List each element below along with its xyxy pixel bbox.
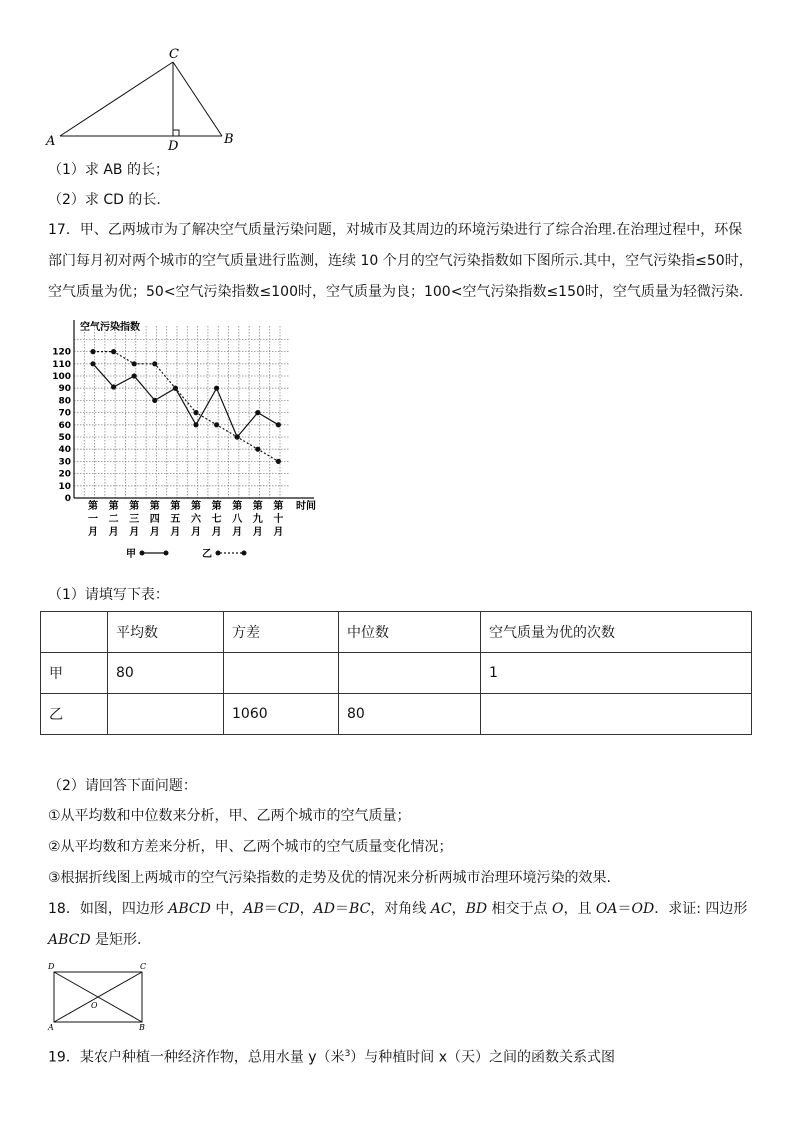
label-a: A bbox=[46, 134, 56, 149]
q17-stem: 17．甲、乙两城市为了解决空气质量污染问题，对城市及其周边的环境污染进行了综合治理.在治理过程中，环保部门每月初对两个城市的空气质量进行监测，连续 10 个月的空气污染指数如下图所示.其中，空气污染指≤50时，空气质量为优；50<空气污染指数≤100时，空气质量为良；100<空气污染指数≤150时，空气质量为轻微污染. bbox=[48, 222, 753, 300]
y-tick-label: 40 bbox=[58, 445, 71, 456]
x-tick-char: 六 bbox=[191, 514, 201, 525]
data-point-yi bbox=[152, 361, 157, 366]
q17-sub2: ②从平均数和方差来分析，甲、乙两个城市的空气质量变化情况； bbox=[48, 839, 453, 855]
text-run: ＝ bbox=[617, 901, 632, 917]
y-tick-label: 90 bbox=[58, 384, 71, 395]
y-tick-label: 10 bbox=[58, 481, 71, 492]
text-run: ．求证: 四边形 bbox=[654, 901, 748, 917]
data-point-jia bbox=[111, 384, 116, 389]
x-tick-label bbox=[191, 499, 202, 538]
q19-stem-sup: 3 bbox=[344, 1049, 351, 1059]
rectangle-figure bbox=[44, 960, 154, 1032]
side-cb bbox=[173, 62, 222, 136]
text-run: ＝ bbox=[263, 901, 278, 917]
y-tick-label: 50 bbox=[58, 433, 71, 443]
text-run: ，且 bbox=[563, 901, 596, 917]
table-cell: 1 bbox=[481, 653, 752, 694]
table-cell bbox=[339, 653, 481, 694]
q18-stem bbox=[48, 894, 754, 956]
x-tick-char: 二 bbox=[108, 514, 119, 525]
x-tick-char: 第 bbox=[170, 501, 181, 512]
data-point-yi bbox=[111, 349, 116, 354]
text-run: ， bbox=[299, 901, 314, 917]
data-point-jia bbox=[193, 422, 198, 427]
math-variable: O bbox=[551, 901, 564, 917]
table-header-mean: 平均数 bbox=[108, 612, 224, 653]
x-tick-char: 月 bbox=[149, 527, 160, 538]
x-tick-char: 九 bbox=[252, 514, 263, 525]
text-run: ， bbox=[451, 901, 466, 917]
q19-stem bbox=[48, 1044, 615, 1068]
q16-part1: （1）求 AB 的长； bbox=[48, 162, 169, 178]
table-cell bbox=[481, 694, 752, 735]
x-tick-char: 月 bbox=[129, 527, 140, 538]
x-tick-char: 月 bbox=[170, 527, 181, 538]
q16-part2: （2）求 CD 的长. bbox=[48, 192, 161, 208]
text-run: 相交于点 bbox=[487, 901, 552, 917]
legend-label-yi: 乙 bbox=[202, 549, 212, 560]
table-row bbox=[41, 694, 752, 735]
label-d: D bbox=[168, 139, 179, 154]
table-cell bbox=[224, 653, 339, 694]
triangle-figure bbox=[40, 44, 250, 154]
table-cell bbox=[41, 612, 108, 653]
text-run: 是矩形. bbox=[90, 932, 142, 948]
x-tick-label bbox=[150, 499, 160, 538]
text-run: 18．如图，四边形 bbox=[48, 901, 169, 917]
x-tick-char: 七 bbox=[211, 514, 222, 525]
x-tick-label bbox=[109, 499, 119, 538]
x-tick-label bbox=[273, 499, 283, 538]
x-tick-char: 四 bbox=[149, 514, 160, 525]
chart-xlabel: 时间 bbox=[296, 501, 316, 512]
x-tick-label bbox=[253, 499, 263, 538]
label-d: D bbox=[48, 962, 55, 971]
table-header-median: 中位数 bbox=[339, 612, 481, 653]
table-cell: 80 bbox=[108, 653, 224, 694]
math-variable: AD bbox=[313, 901, 336, 917]
data-point-yi bbox=[132, 361, 137, 366]
math-variable: BC bbox=[349, 901, 371, 917]
y-tick-label: 30 bbox=[58, 457, 71, 468]
x-tick-char: 月 bbox=[191, 527, 201, 538]
math-variable: OD bbox=[631, 901, 655, 917]
x-tick-char: 五 bbox=[170, 514, 181, 525]
q17-sub1: ①从平均数和中位数来分析，甲、乙两个城市的空气质量； bbox=[48, 808, 411, 824]
text-run: ，对角线 bbox=[370, 901, 431, 917]
table-header-variance: 方差 bbox=[224, 612, 339, 653]
y-tick-label: 120 bbox=[52, 347, 71, 358]
x-tick-char: 月 bbox=[108, 527, 119, 538]
x-tick-char: 十 bbox=[273, 514, 284, 525]
math-variable: CD bbox=[277, 901, 300, 917]
x-tick-label bbox=[232, 499, 243, 538]
x-tick-char: 第 bbox=[149, 501, 160, 512]
text-run: 中， bbox=[210, 901, 244, 917]
data-point-jia bbox=[90, 361, 95, 366]
q17-sub3: ③根据折线图上两城市的空气污染指数的走势及优的情况来分析两城市治理环境污染的效果. bbox=[48, 870, 611, 886]
q17-part2: （2）请回答下面问题： bbox=[48, 778, 197, 794]
right-angle-mark bbox=[173, 130, 179, 136]
x-tick-char: 第 bbox=[191, 501, 201, 512]
legend-marker-yi bbox=[216, 551, 221, 556]
x-tick-char: 第 bbox=[88, 501, 98, 512]
data-point-jia bbox=[214, 386, 219, 391]
label-c: C bbox=[140, 962, 147, 971]
legend-marker-yi bbox=[242, 551, 247, 556]
math-variable: AB bbox=[243, 901, 264, 917]
legend-label-jia: 甲 bbox=[126, 549, 136, 560]
label-o: O bbox=[91, 1001, 98, 1010]
label-a: A bbox=[48, 1023, 54, 1032]
table-cell: 1060 bbox=[224, 694, 339, 735]
x-tick-label bbox=[88, 499, 98, 538]
table-header-row bbox=[41, 612, 752, 653]
x-tick-char: 一 bbox=[88, 514, 98, 525]
legend-marker-jia bbox=[164, 551, 169, 556]
legend-marker-jia bbox=[140, 551, 145, 556]
data-point-yi bbox=[214, 422, 219, 427]
x-tick-char: 月 bbox=[232, 527, 243, 538]
math-variable: ABCD bbox=[48, 932, 91, 948]
x-tick-char: 月 bbox=[273, 527, 284, 538]
x-tick-label bbox=[129, 499, 139, 538]
q19-stem-pre: 19．某农户种植一种经济作物，总用水量 y（米 bbox=[48, 1049, 345, 1066]
x-tick-char: 第 bbox=[273, 501, 284, 512]
x-tick-char: 第 bbox=[232, 501, 243, 512]
x-tick-char: 月 bbox=[211, 527, 222, 538]
data-point-yi bbox=[193, 410, 198, 415]
table-header-excellent-count: 空气质量为优的次数 bbox=[481, 612, 752, 653]
data-point-yi bbox=[255, 447, 260, 452]
statistics-table bbox=[40, 611, 752, 735]
data-point-yi bbox=[235, 434, 240, 439]
q17-part1: （1）请填写下表： bbox=[48, 587, 169, 603]
math-variable: OA bbox=[595, 901, 618, 917]
y-tick-label: 70 bbox=[58, 408, 71, 419]
x-tick-char: 第 bbox=[211, 501, 222, 512]
text-run: ＝ bbox=[335, 901, 350, 917]
data-point-jia bbox=[152, 398, 157, 403]
label-b: B bbox=[224, 132, 234, 147]
data-point-jia bbox=[255, 410, 260, 415]
data-point-jia bbox=[276, 422, 281, 427]
x-tick-label bbox=[170, 499, 180, 538]
math-variable: ABCD bbox=[168, 901, 211, 917]
side-ac bbox=[60, 62, 173, 136]
label-b: B bbox=[139, 1023, 145, 1032]
x-tick-char: 第 bbox=[252, 501, 263, 512]
pollution-line-chart bbox=[44, 316, 334, 566]
y-tick-label: 20 bbox=[58, 469, 71, 480]
y-tick-label: 110 bbox=[52, 359, 71, 370]
table-cell bbox=[108, 694, 224, 735]
x-tick-char: 第 bbox=[129, 501, 140, 512]
x-tick-char: 月 bbox=[88, 527, 98, 538]
data-point-yi bbox=[276, 459, 281, 464]
math-variable: BD bbox=[465, 901, 488, 917]
y-tick-label: 0 bbox=[64, 494, 71, 504]
chart-ylabel: 空气污染指数 bbox=[80, 322, 140, 333]
data-point-jia bbox=[132, 373, 137, 378]
y-tick-label: 100 bbox=[52, 372, 71, 382]
table-cell: 甲 bbox=[41, 653, 108, 694]
x-tick-char: 第 bbox=[108, 501, 119, 512]
label-c: C bbox=[169, 47, 179, 62]
data-point-yi bbox=[90, 349, 95, 354]
q19-stem-post: ）与种植时间 x（天）之间的函数关系式图 bbox=[350, 1049, 616, 1066]
x-tick-char: 八 bbox=[232, 514, 243, 525]
y-tick-label: 80 bbox=[58, 396, 71, 407]
y-tick-label: 60 bbox=[58, 420, 71, 431]
table-cell: 80 bbox=[339, 694, 481, 735]
x-tick-char: 三 bbox=[129, 514, 140, 525]
data-point-yi bbox=[173, 386, 178, 391]
math-variable: AC bbox=[430, 901, 452, 917]
x-tick-char: 月 bbox=[252, 527, 263, 538]
table-cell: 乙 bbox=[41, 694, 108, 735]
table-row bbox=[41, 653, 752, 694]
x-tick-label bbox=[212, 499, 222, 538]
